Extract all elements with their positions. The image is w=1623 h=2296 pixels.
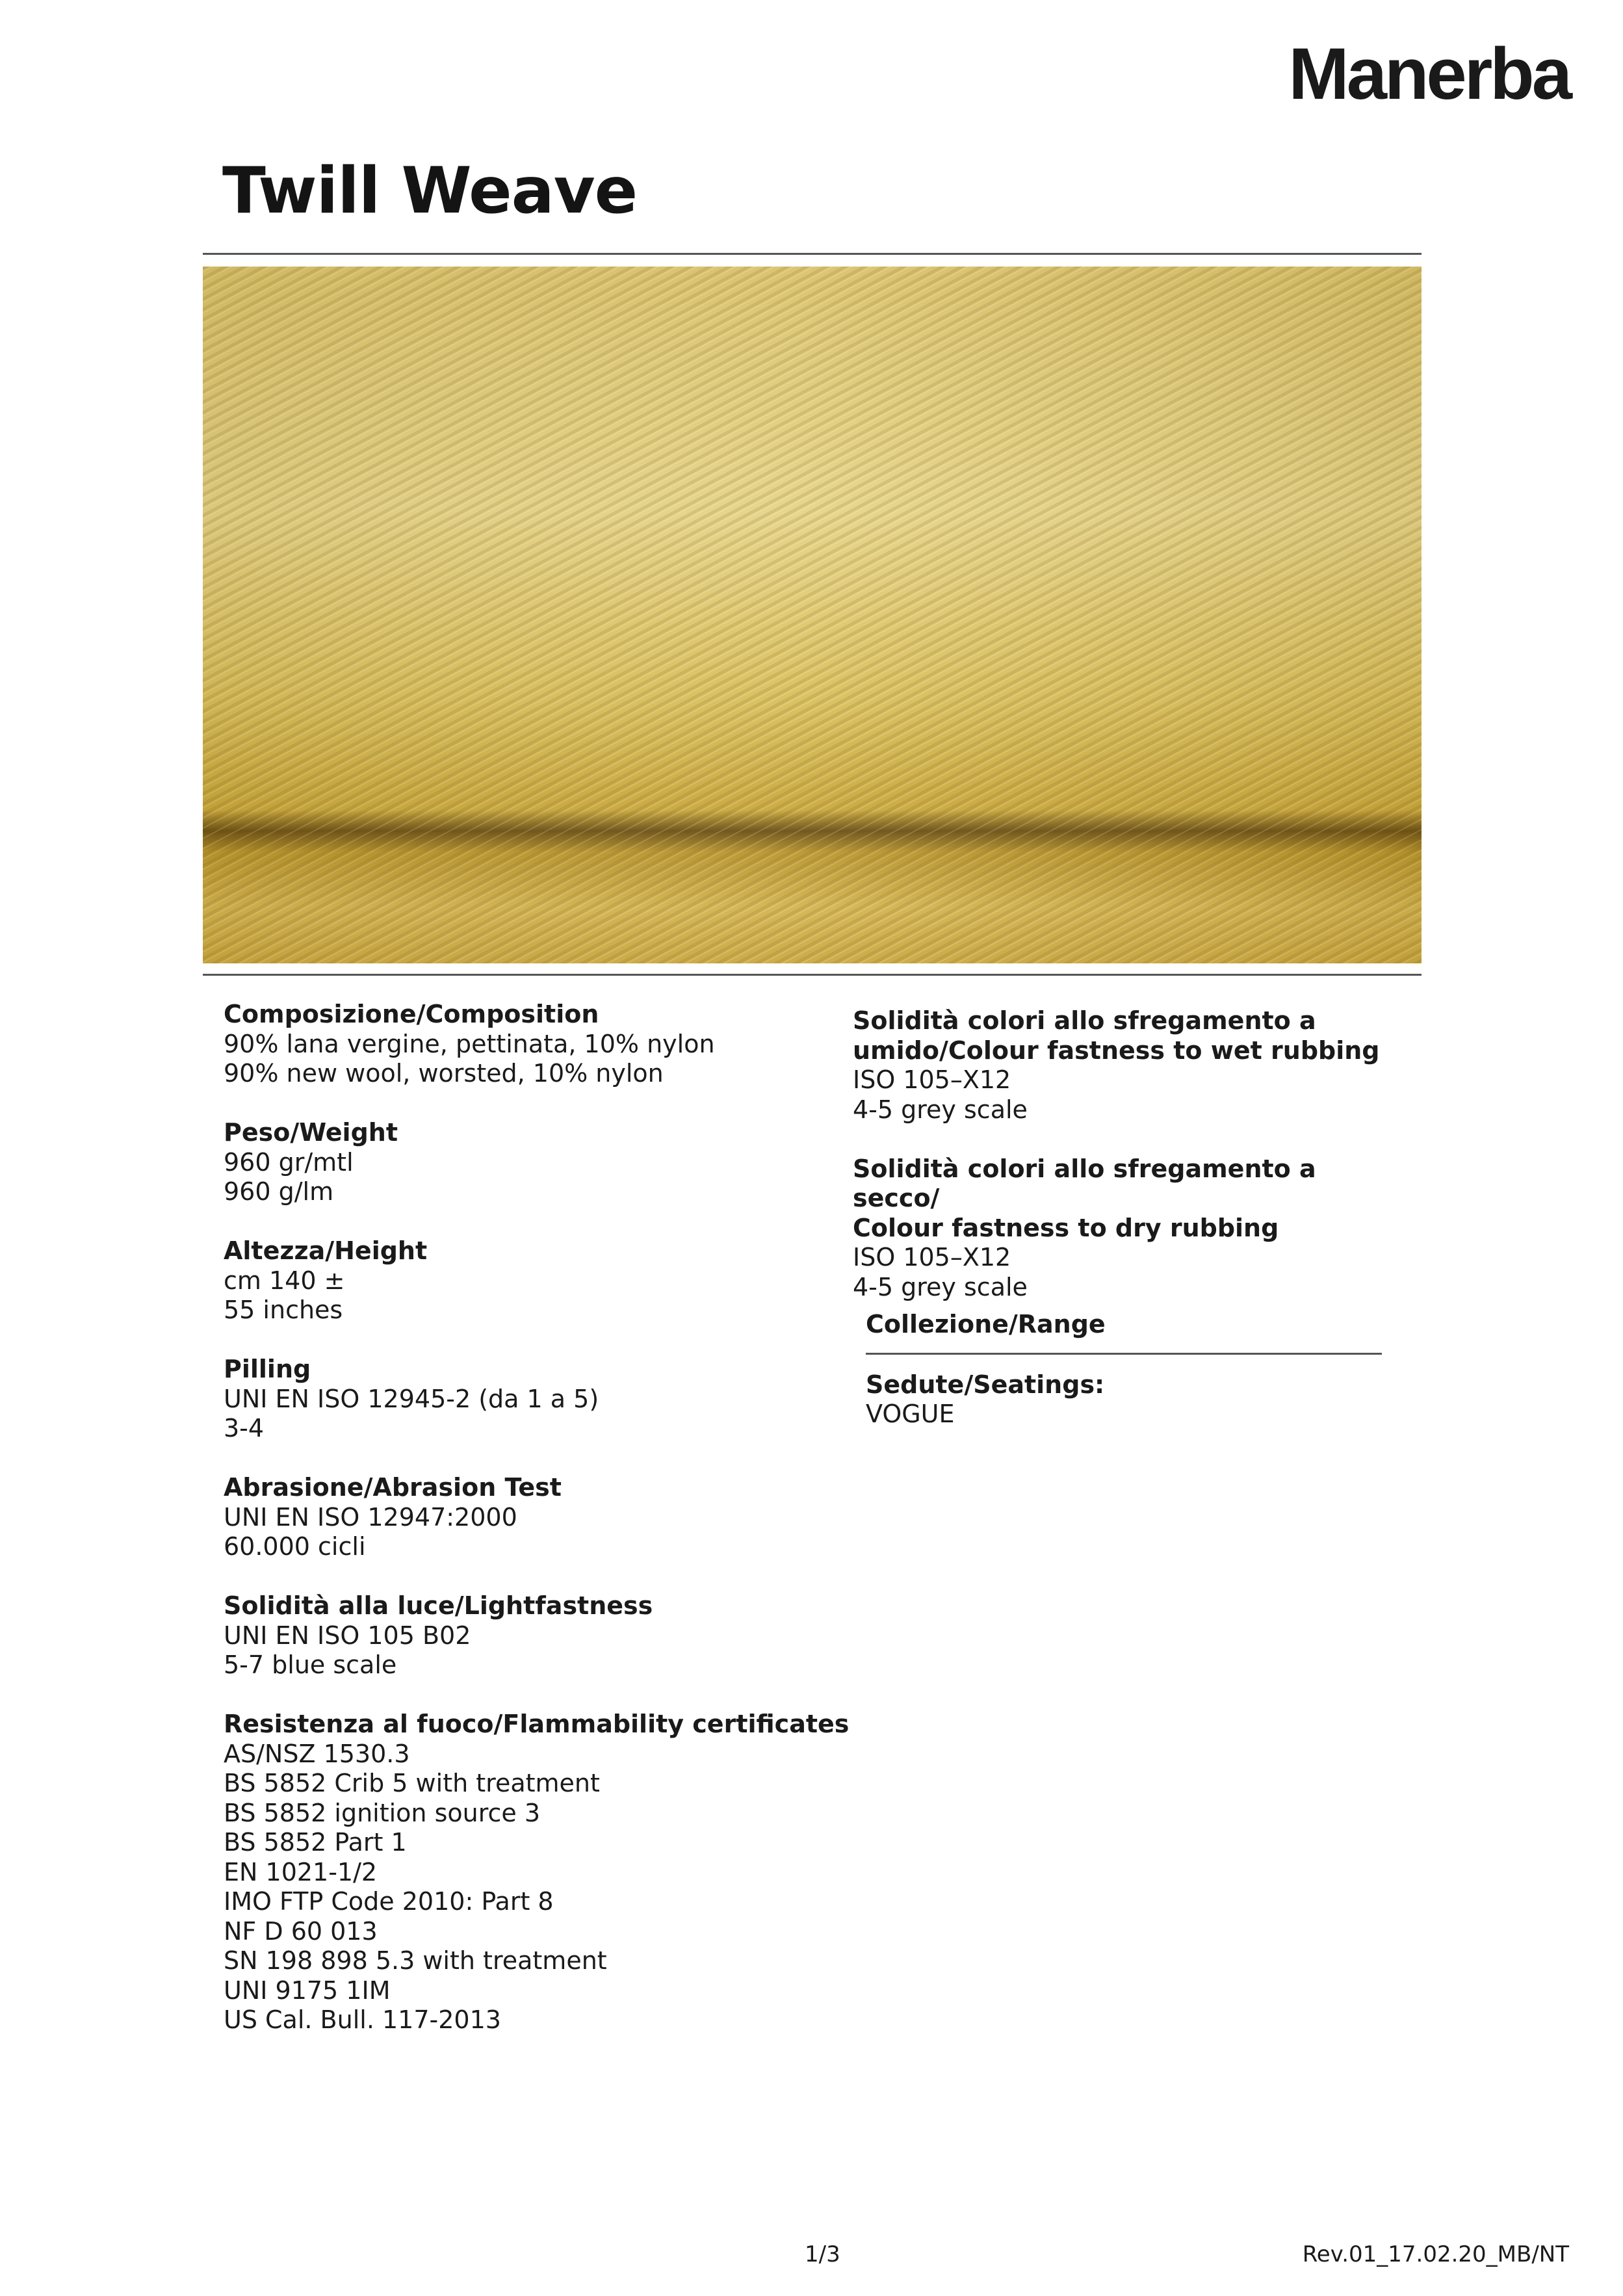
brand-logo: Manerba [1288, 33, 1570, 114]
spec-label: Altezza/Height [224, 1236, 428, 1265]
spec-value: BS 5852 Crib 5 with treatment [224, 1769, 600, 1797]
spec-label: Abrasione/Abrasion Test [224, 1473, 562, 1502]
spec-label: Resistenza al fuoco/Flammability certificates [224, 1710, 850, 1738]
spec-wet-rubbing [853, 1006, 1386, 1125]
spec-value: 960 gr/mtl [224, 1147, 354, 1177]
spec-label: Pilling [224, 1355, 311, 1383]
spec-label: Solidità colori allo sfregamento a secco/ [853, 1154, 1316, 1212]
spec-label: Solidità colori allo sfregamento a [853, 1006, 1316, 1035]
spec-value: NF D 60 013 [224, 1916, 378, 1946]
spec-value: UNI EN ISO 105 B02 [224, 1621, 471, 1650]
spec-label: umido/Colour fastness to wet rubbing [853, 1036, 1380, 1065]
spec-pilling [224, 1355, 874, 1444]
top-divider [203, 253, 1422, 255]
spec-value: UNI EN ISO 12945-2 (da 1 a 5) [224, 1384, 599, 1413]
spec-value: 60.000 cicli [224, 1532, 366, 1561]
range-section [866, 1310, 1382, 1429]
range-heading: Collezione/Range [866, 1310, 1106, 1338]
spec-value: US Cal. Bull. 117-2013 [224, 2005, 501, 2034]
spec-value: BS 5852 Part 1 [224, 1828, 407, 1857]
spec-value: SN 198 898 5.3 with treatment [224, 1946, 607, 1975]
bottom-divider [203, 974, 1422, 976]
spec-value: 55 inches [224, 1296, 343, 1324]
seatings-label: Sedute/Seatings: [866, 1370, 1105, 1399]
spec-abrasion [224, 1473, 874, 1562]
spec-value: 5-7 blue scale [224, 1650, 397, 1679]
left-specifications [224, 1000, 874, 2065]
spec-value: UNI EN ISO 12947:2000 [224, 1502, 517, 1532]
spec-value: 90% new wool, worsted, 10% nylon [224, 1059, 664, 1088]
revision-code: Rev.01_17.02.20_MB/NT [1302, 2241, 1569, 2267]
spec-value: AS/NSZ 1530.3 [224, 1739, 410, 1768]
spec-value: 90% lana vergine, pettinata, 10% nylon [224, 1029, 715, 1058]
spec-value: cm 140 ± [224, 1266, 345, 1295]
spec-value: 960 g/lm [224, 1177, 334, 1206]
spec-height [224, 1236, 874, 1325]
range-divider [866, 1353, 1382, 1355]
spec-flammability [224, 1710, 874, 2035]
page-title: Twill Weave [222, 154, 638, 228]
spec-value: IMO FTP Code 2010: Part 8 [224, 1887, 554, 1916]
page-number: 1/3 [805, 2241, 840, 2267]
spec-label: Colour fastness to dry rubbing [853, 1213, 1279, 1242]
right-specifications [853, 1006, 1386, 1332]
spec-value: EN 1021-1/2 [224, 1857, 378, 1886]
spec-value: UNI 9175 1IM [224, 1976, 391, 2005]
seatings-value: VOGUE [866, 1400, 955, 1428]
fabric-swatch-image [203, 267, 1422, 963]
spec-label: Peso/Weight [224, 1118, 398, 1147]
spec-value: ISO 105–X12 [853, 1065, 1011, 1094]
spec-label: Composizione/Composition [224, 1000, 599, 1028]
spec-label: Solidità alla luce/Lightfastness [224, 1591, 653, 1620]
spec-dry-rubbing [853, 1155, 1386, 1303]
spec-value: 4-5 grey scale [853, 1272, 1028, 1301]
spec-value: ISO 105–X12 [853, 1243, 1011, 1272]
spec-value: 4-5 grey scale [853, 1095, 1028, 1124]
spec-composition [224, 1000, 874, 1089]
spec-value: 3-4 [224, 1414, 265, 1442]
spec-weight [224, 1118, 874, 1207]
spec-lightfastness [224, 1591, 874, 1680]
spec-value: BS 5852 ignition source 3 [224, 1798, 541, 1827]
